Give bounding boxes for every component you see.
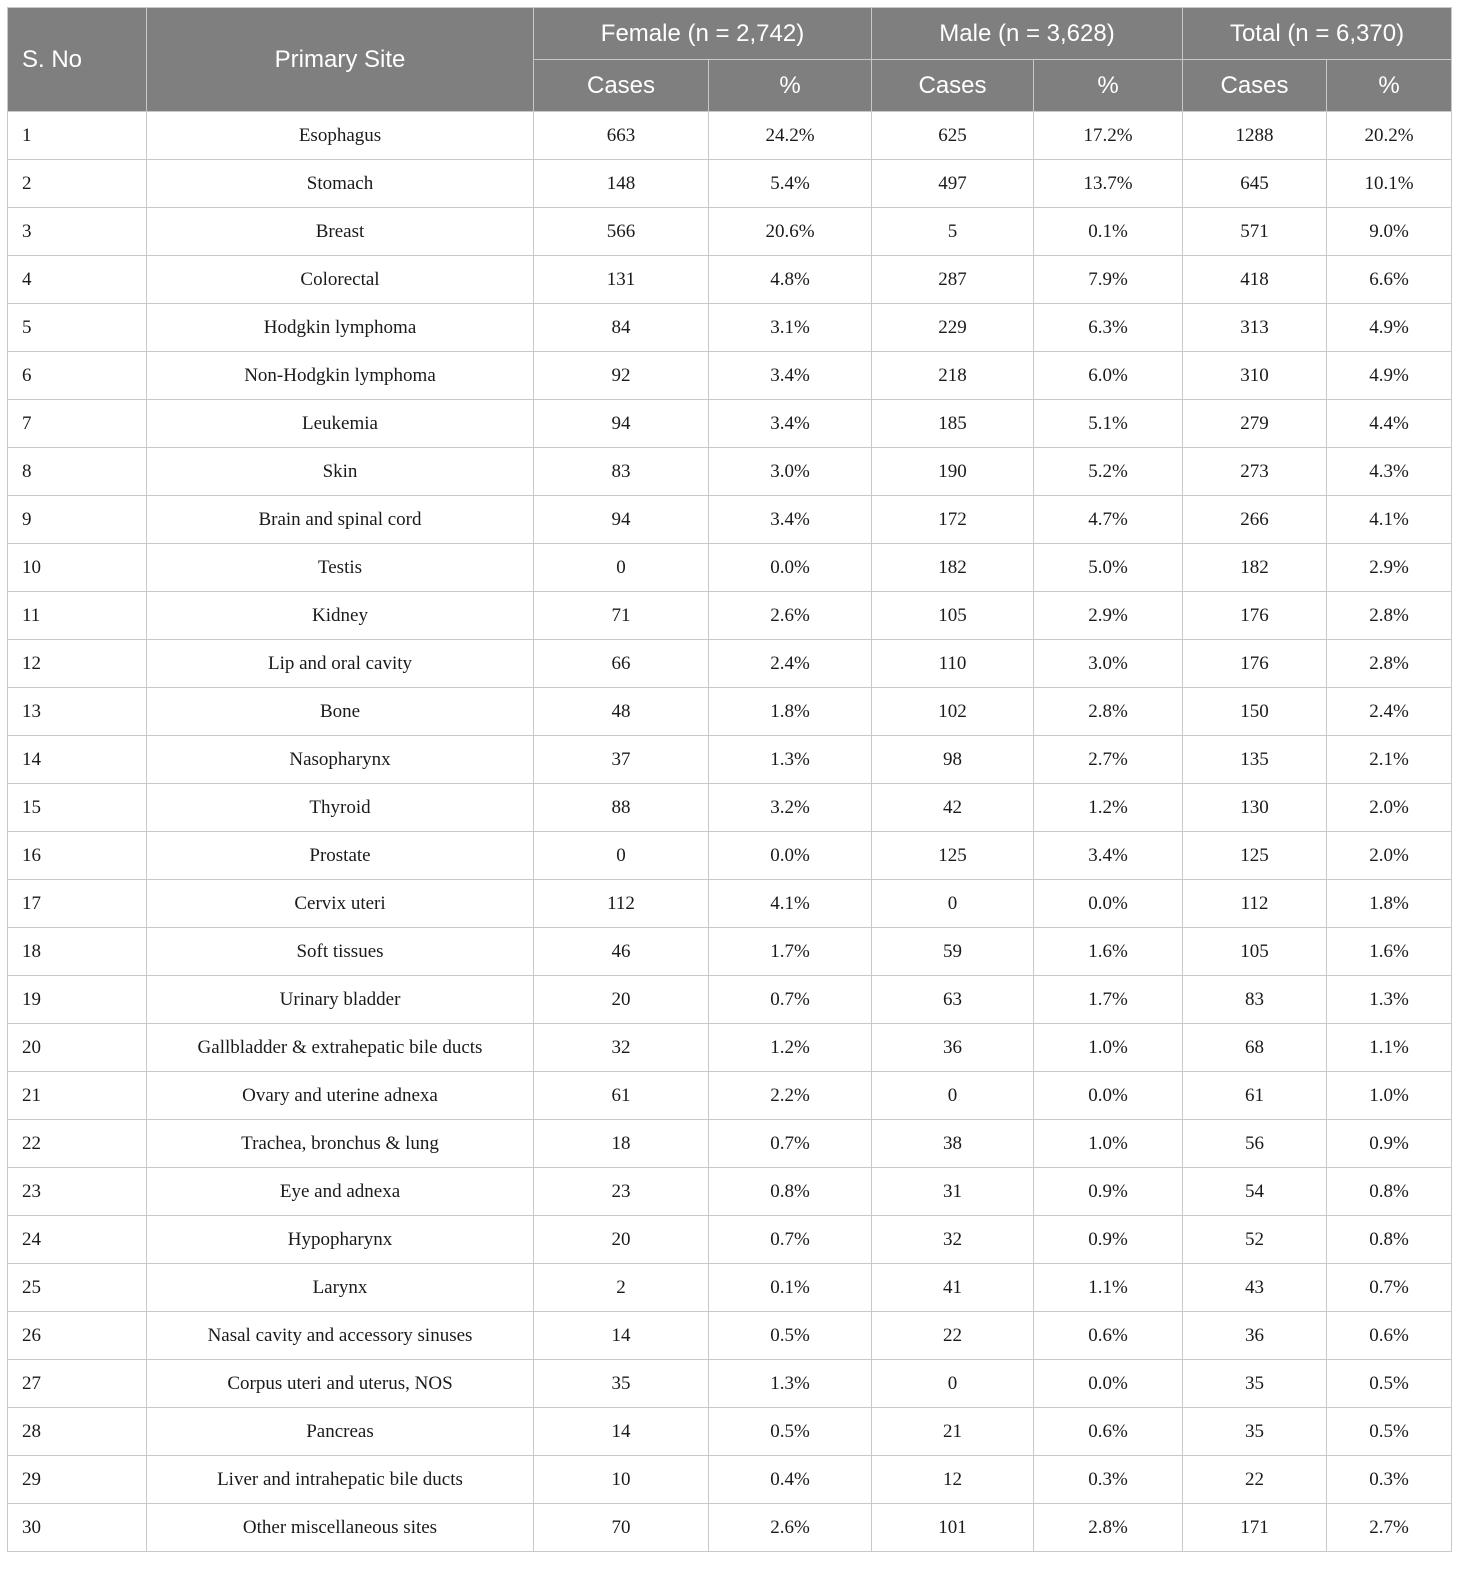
female-percent-cell: 3.0% <box>709 448 872 496</box>
total-cases-cell: 35 <box>1183 1408 1327 1456</box>
total-cases-cell: 36 <box>1183 1312 1327 1360</box>
female-percent-cell: 3.2% <box>709 784 872 832</box>
female-percent-cell: 2.4% <box>709 640 872 688</box>
table-row <box>8 688 1452 736</box>
primary-site-cell: Prostate <box>147 832 534 880</box>
sno-cell: 25 <box>8 1264 147 1312</box>
female-cases-cell: 2 <box>534 1264 709 1312</box>
table-header <box>8 8 1452 112</box>
total-cases-cell: 22 <box>1183 1456 1327 1504</box>
male-percent-cell: 0.9% <box>1034 1216 1183 1264</box>
total-cases-cell: 43 <box>1183 1264 1327 1312</box>
female-cases-cell: 70 <box>534 1504 709 1552</box>
female-percent-cell: 1.3% <box>709 736 872 784</box>
male-percent-cell: 6.3% <box>1034 304 1183 352</box>
total-percent-cell: 1.3% <box>1327 976 1452 1024</box>
total-cases-cell: 171 <box>1183 1504 1327 1552</box>
male-percent-cell: 13.7% <box>1034 160 1183 208</box>
total-percent-cell: 20.2% <box>1327 112 1452 160</box>
primary-site-header: Primary Site <box>147 8 534 112</box>
male-cases-cell: 59 <box>872 928 1034 976</box>
male-percent-cell: 5.2% <box>1034 448 1183 496</box>
table-row <box>8 1216 1452 1264</box>
female-percent-cell: 1.7% <box>709 928 872 976</box>
total-percent-cell: 2.8% <box>1327 640 1452 688</box>
sno-cell: 29 <box>8 1456 147 1504</box>
female-cases-cell: 61 <box>534 1072 709 1120</box>
total-cases-cell: 313 <box>1183 304 1327 352</box>
female-percent-cell: 4.8% <box>709 256 872 304</box>
sno-cell: 22 <box>8 1120 147 1168</box>
sno-cell: 2 <box>8 160 147 208</box>
male-percent-cell: 0.1% <box>1034 208 1183 256</box>
female-percent-cell: 2.6% <box>709 1504 872 1552</box>
total-cases-cell: 176 <box>1183 592 1327 640</box>
female-percent-cell: 0.5% <box>709 1312 872 1360</box>
primary-site-cell: Stomach <box>147 160 534 208</box>
male-cases-cell: 63 <box>872 976 1034 1024</box>
female-percent-cell: 2.2% <box>709 1072 872 1120</box>
primary-site-cell: Colorectal <box>147 256 534 304</box>
primary-site-cell: Breast <box>147 208 534 256</box>
sno-cell: 7 <box>8 400 147 448</box>
total-percent-cell: 2.0% <box>1327 832 1452 880</box>
female-cases-cell: 10 <box>534 1456 709 1504</box>
female-cases-cell: 48 <box>534 688 709 736</box>
male-percent-cell: 4.7% <box>1034 496 1183 544</box>
male-cases-cell: 38 <box>872 1120 1034 1168</box>
male-percent-cell: 0.0% <box>1034 1360 1183 1408</box>
primary-site-cell: Esophagus <box>147 112 534 160</box>
primary-site-cell: Leukemia <box>147 400 534 448</box>
female-percent-cell: 0.4% <box>709 1456 872 1504</box>
sno-cell: 6 <box>8 352 147 400</box>
total-cases-cell: 1288 <box>1183 112 1327 160</box>
male-cases-cell: 22 <box>872 1312 1034 1360</box>
sno-cell: 17 <box>8 880 147 928</box>
male-percent-cell: 3.4% <box>1034 832 1183 880</box>
total-percent-cell: 2.7% <box>1327 1504 1452 1552</box>
female-cases-cell: 14 <box>534 1312 709 1360</box>
male-percent-cell: 5.0% <box>1034 544 1183 592</box>
total-cases-cell: 35 <box>1183 1360 1327 1408</box>
total-percent-cell: 1.8% <box>1327 880 1452 928</box>
primary-site-cell: Other miscellaneous sites <box>147 1504 534 1552</box>
total-cases-header: Cases <box>1183 60 1327 112</box>
male-percent-cell: 0.6% <box>1034 1312 1183 1360</box>
female-cases-cell: 66 <box>534 640 709 688</box>
cancer-cases-table <box>7 7 1452 1552</box>
sno-cell: 4 <box>8 256 147 304</box>
primary-site-cell: Larynx <box>147 1264 534 1312</box>
table-row <box>8 496 1452 544</box>
male-percent-cell: 2.8% <box>1034 1504 1183 1552</box>
female-cases-cell: 94 <box>534 496 709 544</box>
table-row <box>8 1120 1452 1168</box>
total-percent-cell: 4.3% <box>1327 448 1452 496</box>
male-cases-cell: 105 <box>872 592 1034 640</box>
table-row <box>8 1456 1452 1504</box>
sno-cell: 10 <box>8 544 147 592</box>
male-cases-cell: 5 <box>872 208 1034 256</box>
female-cases-cell: 94 <box>534 400 709 448</box>
sno-cell: 23 <box>8 1168 147 1216</box>
male-percent-cell: 0.0% <box>1034 1072 1183 1120</box>
table-row <box>8 208 1452 256</box>
table-body <box>8 112 1452 1552</box>
primary-site-cell: Cervix uteri <box>147 880 534 928</box>
total-cases-cell: 310 <box>1183 352 1327 400</box>
sno-cell: 20 <box>8 1024 147 1072</box>
female-cases-cell: 46 <box>534 928 709 976</box>
total-percent-cell: 6.6% <box>1327 256 1452 304</box>
primary-site-cell: Ovary and uterine adnexa <box>147 1072 534 1120</box>
sno-cell: 1 <box>8 112 147 160</box>
table-row <box>8 400 1452 448</box>
female-group-header: Female (n = 2,742) <box>534 8 872 60</box>
table-row <box>8 1024 1452 1072</box>
table-row <box>8 256 1452 304</box>
female-percent-cell: 0.5% <box>709 1408 872 1456</box>
table-row <box>8 352 1452 400</box>
total-percent-cell: 4.4% <box>1327 400 1452 448</box>
female-cases-cell: 148 <box>534 160 709 208</box>
table-row <box>8 976 1452 1024</box>
primary-site-cell: Lip and oral cavity <box>147 640 534 688</box>
total-percent-cell: 0.3% <box>1327 1456 1452 1504</box>
table-row <box>8 1168 1452 1216</box>
total-percent-cell: 0.8% <box>1327 1216 1452 1264</box>
sno-cell: 12 <box>8 640 147 688</box>
male-cases-cell: 21 <box>872 1408 1034 1456</box>
table-row <box>8 880 1452 928</box>
sno-cell: 5 <box>8 304 147 352</box>
male-percent-cell: 2.9% <box>1034 592 1183 640</box>
sno-cell: 26 <box>8 1312 147 1360</box>
male-percent-cell: 0.3% <box>1034 1456 1183 1504</box>
female-percent-cell: 1.8% <box>709 688 872 736</box>
male-cases-cell: 185 <box>872 400 1034 448</box>
table-row <box>8 1072 1452 1120</box>
female-percent-cell: 3.4% <box>709 496 872 544</box>
male-cases-cell: 31 <box>872 1168 1034 1216</box>
sno-cell: 28 <box>8 1408 147 1456</box>
male-cases-cell: 190 <box>872 448 1034 496</box>
sno-cell: 21 <box>8 1072 147 1120</box>
total-percent-cell: 1.1% <box>1327 1024 1452 1072</box>
primary-site-cell: Skin <box>147 448 534 496</box>
sno-cell: 24 <box>8 1216 147 1264</box>
sno-cell: 3 <box>8 208 147 256</box>
male-percent-cell: 1.7% <box>1034 976 1183 1024</box>
total-cases-cell: 279 <box>1183 400 1327 448</box>
total-percent-cell: 4.9% <box>1327 304 1452 352</box>
female-cases-cell: 663 <box>534 112 709 160</box>
female-percent-header: % <box>709 60 872 112</box>
male-percent-cell: 1.2% <box>1034 784 1183 832</box>
total-cases-cell: 150 <box>1183 688 1327 736</box>
total-cases-cell: 645 <box>1183 160 1327 208</box>
primary-site-cell: Nasopharynx <box>147 736 534 784</box>
total-cases-cell: 135 <box>1183 736 1327 784</box>
female-cases-cell: 20 <box>534 1216 709 1264</box>
total-cases-cell: 273 <box>1183 448 1327 496</box>
male-percent-cell: 2.7% <box>1034 736 1183 784</box>
male-cases-cell: 625 <box>872 112 1034 160</box>
male-cases-cell: 0 <box>872 880 1034 928</box>
female-cases-cell: 18 <box>534 1120 709 1168</box>
total-percent-cell: 4.1% <box>1327 496 1452 544</box>
male-cases-cell: 287 <box>872 256 1034 304</box>
female-cases-cell: 0 <box>534 544 709 592</box>
female-cases-cell: 71 <box>534 592 709 640</box>
female-cases-cell: 92 <box>534 352 709 400</box>
total-cases-cell: 182 <box>1183 544 1327 592</box>
female-percent-cell: 20.6% <box>709 208 872 256</box>
female-cases-cell: 88 <box>534 784 709 832</box>
male-cases-cell: 172 <box>872 496 1034 544</box>
male-cases-cell: 102 <box>872 688 1034 736</box>
male-percent-cell: 5.1% <box>1034 400 1183 448</box>
sno-cell: 30 <box>8 1504 147 1552</box>
table-row <box>8 1408 1452 1456</box>
table-row <box>8 544 1452 592</box>
male-group-header: Male (n = 3,628) <box>872 8 1183 60</box>
total-cases-cell: 418 <box>1183 256 1327 304</box>
female-cases-header: Cases <box>534 60 709 112</box>
primary-site-cell: Gallbladder & extrahepatic bile ducts <box>147 1024 534 1072</box>
female-percent-cell: 0.7% <box>709 976 872 1024</box>
male-percent-cell: 1.0% <box>1034 1120 1183 1168</box>
total-cases-cell: 125 <box>1183 832 1327 880</box>
male-percent-header: % <box>1034 60 1183 112</box>
total-cases-cell: 61 <box>1183 1072 1327 1120</box>
female-percent-cell: 3.4% <box>709 400 872 448</box>
table-row <box>8 928 1452 976</box>
total-percent-cell: 2.1% <box>1327 736 1452 784</box>
total-cases-cell: 571 <box>1183 208 1327 256</box>
total-percent-cell: 0.9% <box>1327 1120 1452 1168</box>
female-percent-cell: 3.4% <box>709 352 872 400</box>
total-cases-cell: 112 <box>1183 880 1327 928</box>
table-row <box>8 736 1452 784</box>
sno-cell: 13 <box>8 688 147 736</box>
male-cases-cell: 182 <box>872 544 1034 592</box>
female-cases-cell: 23 <box>534 1168 709 1216</box>
male-cases-cell: 229 <box>872 304 1034 352</box>
male-cases-cell: 218 <box>872 352 1034 400</box>
total-cases-cell: 54 <box>1183 1168 1327 1216</box>
total-percent-cell: 0.8% <box>1327 1168 1452 1216</box>
female-percent-cell: 0.1% <box>709 1264 872 1312</box>
male-cases-cell: 98 <box>872 736 1034 784</box>
total-percent-cell: 2.4% <box>1327 688 1452 736</box>
total-percent-cell: 0.7% <box>1327 1264 1452 1312</box>
male-percent-cell: 7.9% <box>1034 256 1183 304</box>
total-cases-cell: 130 <box>1183 784 1327 832</box>
female-percent-cell: 0.0% <box>709 544 872 592</box>
male-cases-cell: 12 <box>872 1456 1034 1504</box>
male-percent-cell: 0.9% <box>1034 1168 1183 1216</box>
male-percent-cell: 0.6% <box>1034 1408 1183 1456</box>
female-cases-cell: 14 <box>534 1408 709 1456</box>
female-percent-cell: 0.7% <box>709 1216 872 1264</box>
primary-site-cell: Eye and adnexa <box>147 1168 534 1216</box>
total-group-header: Total (n = 6,370) <box>1183 8 1452 60</box>
sno-cell: 11 <box>8 592 147 640</box>
primary-site-cell: Trachea, bronchus & lung <box>147 1120 534 1168</box>
table-row <box>8 1264 1452 1312</box>
female-percent-cell: 2.6% <box>709 592 872 640</box>
female-cases-cell: 83 <box>534 448 709 496</box>
male-cases-cell: 41 <box>872 1264 1034 1312</box>
male-cases-cell: 497 <box>872 160 1034 208</box>
female-cases-cell: 35 <box>534 1360 709 1408</box>
primary-site-cell: Soft tissues <box>147 928 534 976</box>
primary-site-cell: Kidney <box>147 592 534 640</box>
female-percent-cell: 0.8% <box>709 1168 872 1216</box>
primary-site-cell: Urinary bladder <box>147 976 534 1024</box>
male-cases-cell: 125 <box>872 832 1034 880</box>
table-row <box>8 592 1452 640</box>
table-row <box>8 1504 1452 1552</box>
total-percent-header: % <box>1327 60 1452 112</box>
female-cases-cell: 0 <box>534 832 709 880</box>
total-percent-cell: 9.0% <box>1327 208 1452 256</box>
female-cases-cell: 37 <box>534 736 709 784</box>
primary-site-cell: Thyroid <box>147 784 534 832</box>
male-percent-cell: 2.8% <box>1034 688 1183 736</box>
total-cases-cell: 56 <box>1183 1120 1327 1168</box>
sno-cell: 9 <box>8 496 147 544</box>
male-percent-cell: 6.0% <box>1034 352 1183 400</box>
female-cases-cell: 112 <box>534 880 709 928</box>
table-row <box>8 1312 1452 1360</box>
female-cases-cell: 20 <box>534 976 709 1024</box>
female-percent-cell: 1.3% <box>709 1360 872 1408</box>
total-percent-cell: 0.6% <box>1327 1312 1452 1360</box>
male-cases-header: Cases <box>872 60 1034 112</box>
primary-site-cell: Corpus uteri and uterus, NOS <box>147 1360 534 1408</box>
sno-cell: 19 <box>8 976 147 1024</box>
primary-site-cell: Non-Hodgkin lymphoma <box>147 352 534 400</box>
primary-site-cell: Hypopharynx <box>147 1216 534 1264</box>
female-percent-cell: 5.4% <box>709 160 872 208</box>
male-percent-cell: 3.0% <box>1034 640 1183 688</box>
primary-site-cell: Bone <box>147 688 534 736</box>
female-percent-cell: 0.7% <box>709 1120 872 1168</box>
female-cases-cell: 131 <box>534 256 709 304</box>
total-percent-cell: 1.6% <box>1327 928 1452 976</box>
table-row <box>8 1360 1452 1408</box>
male-cases-cell: 36 <box>872 1024 1034 1072</box>
total-percent-cell: 4.9% <box>1327 352 1452 400</box>
sno-header: S. No <box>8 8 147 112</box>
male-cases-cell: 42 <box>872 784 1034 832</box>
male-cases-cell: 0 <box>872 1072 1034 1120</box>
total-cases-cell: 105 <box>1183 928 1327 976</box>
table-row <box>8 304 1452 352</box>
female-percent-cell: 3.1% <box>709 304 872 352</box>
total-cases-cell: 266 <box>1183 496 1327 544</box>
sno-cell: 18 <box>8 928 147 976</box>
total-percent-cell: 0.5% <box>1327 1360 1452 1408</box>
primary-site-cell: Liver and intrahepatic bile ducts <box>147 1456 534 1504</box>
female-percent-cell: 1.2% <box>709 1024 872 1072</box>
total-percent-cell: 0.5% <box>1327 1408 1452 1456</box>
total-cases-cell: 176 <box>1183 640 1327 688</box>
male-percent-cell: 1.6% <box>1034 928 1183 976</box>
primary-site-cell: Nasal cavity and accessory sinuses <box>147 1312 534 1360</box>
total-cases-cell: 83 <box>1183 976 1327 1024</box>
female-percent-cell: 4.1% <box>709 880 872 928</box>
male-percent-cell: 0.0% <box>1034 880 1183 928</box>
total-cases-cell: 52 <box>1183 1216 1327 1264</box>
primary-site-cell: Brain and spinal cord <box>147 496 534 544</box>
sno-cell: 27 <box>8 1360 147 1408</box>
table-row <box>8 784 1452 832</box>
male-percent-cell: 17.2% <box>1034 112 1183 160</box>
female-percent-cell: 0.0% <box>709 832 872 880</box>
sno-cell: 15 <box>8 784 147 832</box>
table-row <box>8 640 1452 688</box>
total-percent-cell: 2.8% <box>1327 592 1452 640</box>
male-cases-cell: 110 <box>872 640 1034 688</box>
female-cases-cell: 566 <box>534 208 709 256</box>
female-percent-cell: 24.2% <box>709 112 872 160</box>
total-cases-cell: 68 <box>1183 1024 1327 1072</box>
total-percent-cell: 1.0% <box>1327 1072 1452 1120</box>
male-cases-cell: 32 <box>872 1216 1034 1264</box>
primary-site-cell: Pancreas <box>147 1408 534 1456</box>
primary-site-cell: Testis <box>147 544 534 592</box>
total-percent-cell: 2.0% <box>1327 784 1452 832</box>
table-row <box>8 448 1452 496</box>
sno-cell: 14 <box>8 736 147 784</box>
total-percent-cell: 2.9% <box>1327 544 1452 592</box>
total-percent-cell: 10.1% <box>1327 160 1452 208</box>
sno-cell: 8 <box>8 448 147 496</box>
table-row <box>8 112 1452 160</box>
table-row <box>8 160 1452 208</box>
male-cases-cell: 101 <box>872 1504 1034 1552</box>
male-percent-cell: 1.1% <box>1034 1264 1183 1312</box>
male-percent-cell: 1.0% <box>1034 1024 1183 1072</box>
header-row-groups <box>8 8 1452 60</box>
female-cases-cell: 32 <box>534 1024 709 1072</box>
primary-site-cell: Hodgkin lymphoma <box>147 304 534 352</box>
table-row <box>8 832 1452 880</box>
male-cases-cell: 0 <box>872 1360 1034 1408</box>
female-cases-cell: 84 <box>534 304 709 352</box>
sno-cell: 16 <box>8 832 147 880</box>
